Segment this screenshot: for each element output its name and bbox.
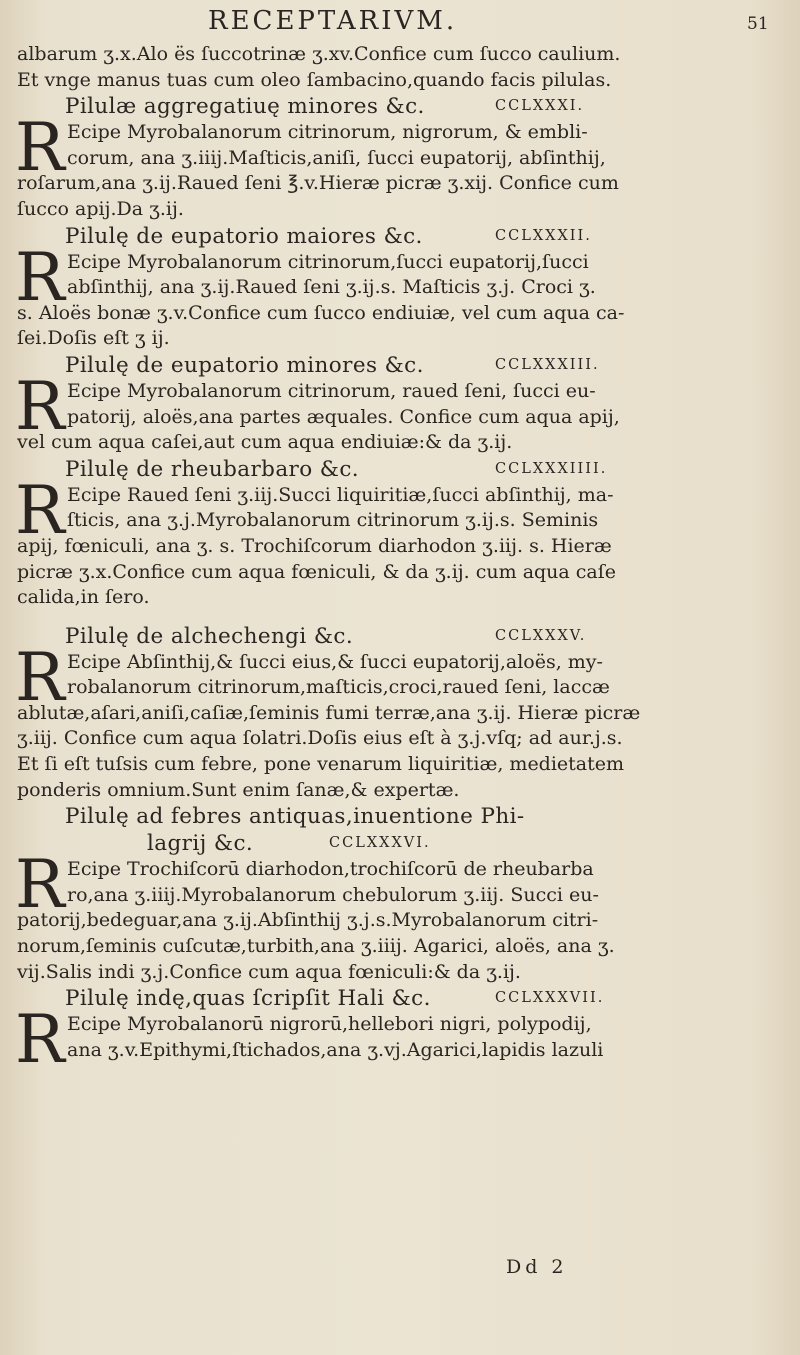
recipe-heading: [17, 623, 783, 650]
recipe-number: CCLXXXII.: [495, 227, 592, 244]
text-line: abſinthij, ana ʒ.ij.Raued ſeni ʒ.ij.s. Maſticis ʒ.j. Croci ʒ.: [67, 276, 596, 299]
recipe-heading: [17, 985, 783, 1012]
signature-mark: Dd 2: [506, 1256, 568, 1278]
recipe-heading: [17, 223, 783, 250]
page-number: 51: [747, 14, 769, 34]
text-line: ſei.Doſis eſt ʒ ij.: [17, 327, 170, 350]
text-line: ſucco apij.Da ʒ.ij.: [17, 197, 184, 220]
recipe-block: [15, 638, 783, 804]
text-line: ſticis, ana ʒ.j.Myrobalanorum citrinorum ʒ.ij.s. Seminis: [67, 509, 599, 532]
recipe-heading: [17, 456, 783, 483]
drop-cap: R: [15, 1001, 65, 1079]
text-line: norum,ſeminis cuſcutæ,turbith,ana ʒ.iiij. Agarici, aloës, ana ʒ.: [17, 935, 615, 958]
text-line: ro,ana ʒ.iiij.Myrobalanorum chebulorum ʒ.iij. Succi eu-: [67, 883, 599, 906]
text-line: Ecipe Myrobalanorum citrinorum,ſucci eupatorij,ſucci: [67, 250, 589, 273]
text-line: ablutæ,aſari,aniſi,caſiæ,ſeminis fumi terræ,ana ʒ.ij. Hieræ picræ: [17, 701, 641, 724]
text-line: patorij,bedeguar,ana ʒ.ij.Abſinthij ʒ.j.s.Myrobalanorum citri-: [17, 909, 599, 932]
recipe-number: CCLXXXI.: [495, 98, 585, 115]
recipe-number: CCLXXXIII.: [495, 356, 600, 373]
recipe-title: Pilulę indę,quas ſcripſit Hali &c.: [65, 986, 431, 1012]
text-line: albarum ʒ.x.Alo ës ſuccotrinæ ʒ.xv.Confice cum ſucco caulium.: [17, 43, 621, 65]
text-line: corum, ana ʒ.iiij.Maſticis,aniſi, ſucci eupatorij, abſinthij,: [67, 146, 606, 169]
text-line: robalanorum citrinorum,maſticis,croci,raued ſeni, laccæ: [67, 676, 610, 699]
text-line: roſarum,ana ʒ.ij.Raued ſeni ℥.v.Hieræ picræ ʒ.xij. Confice cum: [17, 172, 619, 195]
text-line: Ecipe Myrobalanorū nigrorū,hellebori nigri, polypodij,: [67, 1013, 592, 1036]
recipe-title: Pilulę ad febres antiquas,inuentione Phi-: [65, 804, 525, 830]
recipe-title: Pilulę de eupatorio minores &c.: [65, 352, 424, 378]
recipe-number: CCLXXXV.: [495, 627, 587, 644]
text-line: Ecipe Abſinthij,& ſucci eius,& ſucci eupatorij,aloës, my-: [67, 650, 603, 673]
recipe-block: [15, 1001, 783, 1079]
text-line: Ecipe Raued ſeni ʒ.iij.Succi liquiritiæ,ſucci abſinthij, ma-: [67, 483, 614, 506]
text-line: Et vnge manus tuas cum oleo ſambacino,quando facis pilulas.: [17, 68, 612, 91]
recipe-block: [15, 109, 783, 222]
recipe-heading: [17, 352, 783, 379]
recipe-title: Pilulę de rheubarbaro &c.: [65, 456, 360, 482]
recipe-title: Pilulę de alchechengi &c.: [65, 623, 354, 649]
running-head: [0, 4, 800, 38]
text-line: s. Aloës bonæ ʒ.v.Confice cum ſucco endiuiæ, vel cum aqua ca-: [17, 301, 625, 324]
text-line: patorij, aloës,ana partes æquales. Confice cum aqua apij,: [67, 405, 620, 428]
text-line: vij.Salis indi ʒ.j.Confice cum aqua fœniculi:& da ʒ.ij.: [17, 960, 521, 983]
bottom-margin: [0, 1290, 800, 1355]
text-line: Ecipe Myrobalanorum citrinorum, nigrorum, & embli-: [67, 121, 588, 144]
recipe-number: CCLXXXVII.: [495, 990, 605, 1007]
running-title: RECEPTARIVM.: [208, 6, 458, 36]
drop-cap: R: [15, 638, 65, 716]
spacer: [17, 611, 783, 623]
recipe-title: Pilulę de eupatorio maiores &c.: [65, 223, 423, 249]
recipe-heading-continued: [17, 830, 783, 857]
recipe-block: [15, 238, 783, 352]
text-line: Ecipe Myrobalanorum citrinorum, raued ſeni, ſucci eu-: [67, 379, 596, 402]
text-line: ana ʒ.v.Epithymi,ſtichados,ana ʒ.vj.Agarici,lapidis lazuli: [67, 1038, 604, 1061]
recipe-number: CCLXXXVI.: [329, 835, 431, 852]
text-line: picræ ʒ.x.Confice cum aqua fœniculi, & da ʒ.ij. cum aqua caſe: [17, 560, 617, 583]
recipe-block: [15, 367, 783, 456]
text-line: Et ſi eſt tuſsis cum febre, pone venarum liquiritiæ, medietatem: [17, 753, 625, 776]
text-line: apij, fœniculi, ana ʒ. s. Trochiſcorum diarhodon ʒ.iij. s. Hieræ: [17, 534, 612, 557]
recipe-number: CCLXXXIIII.: [495, 460, 608, 477]
text-line: calida,in ſero.: [17, 586, 150, 609]
text-line: ʒ.iij. Confice cum aqua ſolatri.Doſis eius eſt à ʒ.j.vſq; ad aur.j.s.: [17, 727, 623, 750]
text-line: Ecipe Trochiſcorū diarhodon,trochiſcorū de rheubarba: [67, 858, 594, 881]
drop-cap: R: [15, 846, 65, 924]
recipe-title: Pilulæ aggregatiuę minores &c.: [65, 94, 425, 120]
recipe-title-continued: lagrij &c.: [147, 831, 254, 857]
drop-cap: R: [15, 367, 65, 445]
drop-cap: R: [15, 471, 65, 549]
drop-cap: R: [15, 238, 65, 316]
recipe-block: [15, 846, 783, 985]
recipe-heading: [17, 93, 783, 120]
recipe-heading: [17, 803, 783, 830]
drop-cap: R: [15, 109, 65, 187]
recipe-block: [15, 471, 783, 611]
body-text: [15, 42, 783, 1079]
text-line: ponderis omnium.Sunt enim ſanæ,& expertæ.: [17, 778, 460, 801]
text-line: vel cum aqua caſei,aut cum aqua endiuiæ:& da ʒ.ij.: [17, 431, 513, 454]
